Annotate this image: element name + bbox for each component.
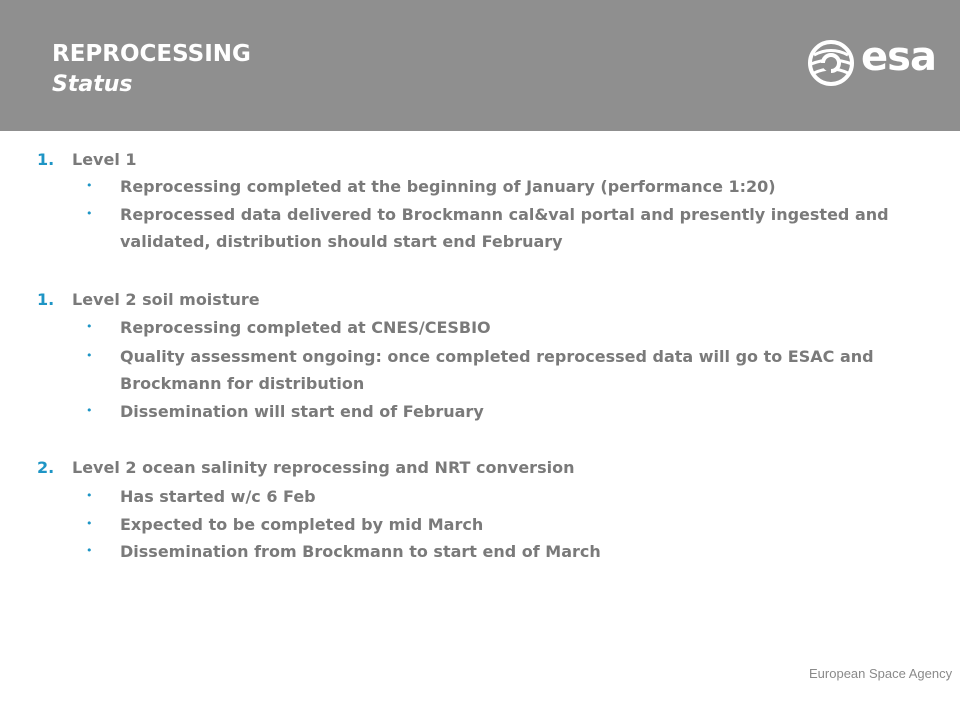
slide-header (0, 0, 960, 131)
bullet-text: Dissemination will start end of February (120, 402, 484, 421)
bullet-icon: • (86, 489, 93, 502)
bullet-icon: • (86, 544, 93, 557)
bullet-text: Has started w/c 6 Feb (120, 487, 316, 506)
bullet-icon: • (86, 320, 93, 333)
section-number: 2. (37, 458, 55, 477)
section-heading: Level 2 ocean salinity reprocessing and NRT conversion (72, 458, 575, 477)
section-number: 1. (37, 150, 55, 169)
footer-agency-name: European Space Agency (809, 666, 953, 681)
bullet-icon: • (86, 349, 93, 362)
bullet-text: Reprocessed data delivered to Brockmann cal&val portal and presently ingested and validated, distribution should start end February (120, 205, 889, 251)
section-number: 1. (37, 290, 55, 309)
esa-wordmark: esa (861, 34, 936, 80)
bullet-icon: • (86, 404, 93, 417)
bullet-text: Dissemination from Brockmann to start end of March (120, 542, 601, 561)
bullet-text: Quality assessment ongoing: once completed reprocessed data will go to ESAC and Brockmann for distribution (120, 347, 874, 393)
bullet-icon: • (86, 179, 93, 192)
esa-globe-icon (808, 38, 856, 88)
section-heading: Level 2 soil moisture (72, 290, 260, 309)
esa-logo (808, 34, 938, 88)
bullet-icon: • (86, 207, 93, 220)
section-heading: Level 1 (72, 150, 137, 169)
slide-subtitle: Status (52, 72, 133, 97)
bullet-icon: • (86, 517, 93, 530)
bullet-text: Reprocessing completed at CNES/CESBIO (120, 318, 491, 337)
bullet-text: Reprocessing completed at the beginning of January (performance 1:20) (120, 177, 776, 196)
bullet-text: Expected to be completed by mid March (120, 515, 484, 534)
slide-title: REPROCESSING (52, 41, 251, 67)
